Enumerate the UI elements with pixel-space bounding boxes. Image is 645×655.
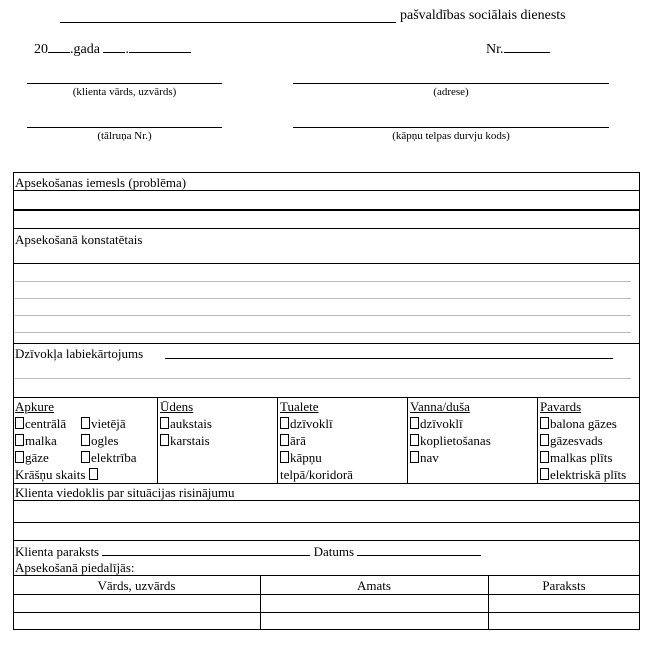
checkbox[interactable]: [410, 434, 419, 446]
stove-count-label: Krāšņu skaits: [15, 467, 86, 482]
nr-label: Nr.: [486, 42, 504, 57]
service-suffix: pašvaldības sociālais dienests: [400, 8, 566, 23]
stove-column: [540, 398, 626, 483]
nr-field-wrap: [486, 40, 550, 58]
checkbox[interactable]: [15, 451, 24, 463]
address-line[interactable]: [293, 83, 609, 84]
option-label: elektrība: [91, 450, 137, 465]
date-label: Datums: [313, 544, 355, 559]
toilet-title: Tualete: [280, 399, 319, 414]
phone-caption: (tālruņa Nr.): [97, 130, 152, 142]
participants-header-signature: Paraksts: [542, 578, 586, 593]
client-signature-row: [15, 543, 481, 560]
option-label: centrālā: [25, 416, 67, 431]
month-field[interactable]: [129, 40, 191, 53]
service-name-line[interactable]: [60, 22, 396, 23]
reason-field[interactable]: [14, 191, 639, 209]
nr-field[interactable]: [504, 40, 550, 53]
checkbox[interactable]: [540, 451, 549, 463]
participant-row[interactable]: [14, 595, 639, 611]
water-title: Ūdens: [160, 399, 194, 414]
option-label: balona gāzes: [550, 416, 617, 431]
option-label: gāze: [25, 450, 49, 465]
findings-label: Apsekošanā konstatētais: [15, 232, 143, 247]
checkbox[interactable]: [410, 417, 419, 429]
findings-line[interactable]: [15, 332, 631, 333]
option-label: malkas plīts: [550, 450, 613, 465]
client-signature-field[interactable]: [102, 543, 310, 556]
heating-title: Apkure: [15, 399, 54, 414]
bath-title: Vanna/duša: [410, 399, 470, 414]
option-label: dzīvoklī: [290, 416, 333, 431]
checkbox[interactable]: [15, 434, 24, 446]
participants-header-position: Amats: [357, 578, 391, 593]
day-field[interactable]: [103, 40, 125, 53]
checkbox[interactable]: [280, 451, 289, 463]
checkbox[interactable]: [160, 434, 169, 446]
checkbox[interactable]: [540, 417, 549, 429]
participants-header-name: Vārds, uzvārds: [97, 578, 176, 593]
checkbox[interactable]: [540, 434, 549, 446]
amenities-line[interactable]: [15, 378, 631, 379]
participant-row[interactable]: [14, 613, 639, 629]
option-label: telpā/koridorā: [280, 467, 353, 482]
participants-label: Apsekošanā piedalījās:: [15, 560, 135, 575]
option-label: dzīvoklī: [420, 416, 463, 431]
client-name-line[interactable]: [27, 83, 222, 84]
findings-line[interactable]: [15, 315, 631, 316]
address-caption: (adrese): [433, 86, 469, 98]
client-signature-label: Klienta paraksts: [15, 544, 100, 559]
checkbox[interactable]: [81, 451, 90, 463]
checkbox[interactable]: [15, 417, 24, 429]
amenities-field[interactable]: [165, 358, 613, 359]
findings-line[interactable]: [15, 298, 631, 299]
findings-line[interactable]: [15, 281, 631, 282]
year-prefix: 20: [34, 42, 48, 57]
option-label: vietējā: [91, 416, 126, 431]
option-label: ogles: [91, 433, 119, 448]
checkbox[interactable]: [540, 468, 549, 480]
option-label: koplietošanas: [420, 433, 491, 448]
date-field[interactable]: [357, 543, 481, 556]
water-column: [160, 398, 212, 449]
amenities-label: Dzīvokļa labiekārtojums: [15, 346, 144, 361]
stove-title: Pavards: [540, 399, 582, 414]
phone-line[interactable]: [27, 127, 222, 128]
door-code-line[interactable]: [293, 127, 609, 128]
door-code-caption: (kāpņu telpas durvju kods): [392, 130, 510, 142]
client-opinion-label: Klienta viedoklis par situācijas risinājumu: [15, 485, 235, 500]
checkbox[interactable]: [81, 417, 90, 429]
checkbox[interactable]: [160, 417, 169, 429]
checkbox[interactable]: [410, 451, 419, 463]
option-label: elektriskā plīts: [550, 467, 627, 482]
client-opinion-field[interactable]: [14, 501, 639, 521]
bath-column: [410, 398, 491, 466]
date-line: 20 .gada .: [34, 40, 191, 58]
checkbox[interactable]: [280, 434, 289, 446]
heating-column: [15, 398, 136, 483]
option-label: nav: [420, 450, 439, 465]
toilet-column: [280, 398, 353, 483]
checkbox[interactable]: [280, 417, 289, 429]
option-label: ārā: [290, 433, 306, 448]
option-label: gāzesvads: [550, 433, 603, 448]
client-name-caption: (klienta vārds, uzvārds): [72, 86, 177, 98]
option-label: malka: [25, 433, 57, 448]
stove-count-box[interactable]: [89, 468, 98, 480]
checkbox[interactable]: [81, 434, 90, 446]
option-label: aukstais: [170, 416, 212, 431]
year-field[interactable]: [48, 40, 70, 53]
option-label: karstais: [170, 433, 210, 448]
reason-label: Apsekošanas iemesls (problēma): [15, 175, 187, 190]
option-label: kāpņu: [290, 450, 322, 465]
year-suffix: .gada: [70, 42, 100, 57]
